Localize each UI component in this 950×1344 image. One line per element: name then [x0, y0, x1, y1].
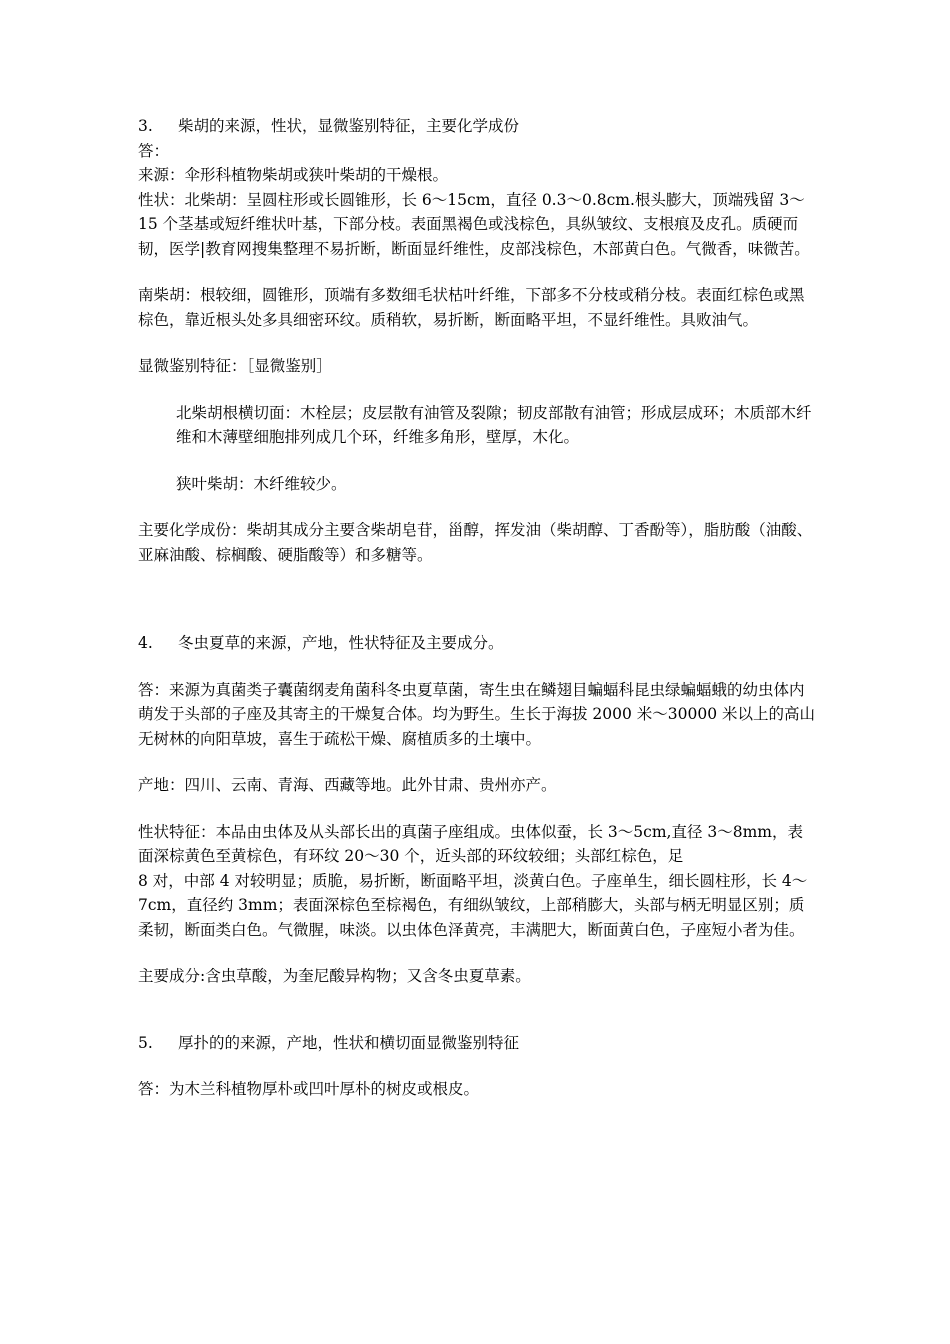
- section-4-character-b: 8 对，中部 4 对较明显；质脆，易折断，断面略平坦，淡黄白色。子座单生，细长圆柱形，长 4～7cm，直径约 3mm；表面深棕色至棕褐色，有细纵皱纹，上部稍膨大，头部与柄无明显区别；质柔韧，断面类白色。气微腥，味淡。以虫体色泽黄亮，丰满肥大，断面黄白色，子座短小者为佳。: [138, 871, 808, 939]
- section-4-components: 主要成分:含虫草酸，为奎尼酸异构物；又含冬虫夏草素。: [138, 967, 531, 985]
- section-4-heading: [138, 631, 818, 656]
- section-5-heading: [138, 1031, 818, 1056]
- section-3-source: 来源：伞形科植物柴胡或狭叶柴胡的干燥根。: [138, 166, 449, 184]
- section-4-title: 冬虫夏草的来源，产地，性状特征及主要成分。: [178, 634, 504, 652]
- section-3-micro-narrow: 狭叶柴胡：木纤维较少。: [176, 474, 347, 493]
- section-3-character: 性状：北柴胡：呈圆柱形或长圆锥形，长 6～15cm，直径 0.3～0.8cm.根头膨大，顶端残留 3～15 个茎基或短纤维状叶基，下部分枝。表面黑褐色或浅棕色，具纵皱纹、支根痕及皮孔。质硬而韧，医学|教育网搜集整理不易折断，断面显纤维性，皮部浅棕色，木部黄白色。气微香，味微苦。: [138, 190, 810, 258]
- section-4-origin: 产地：四川、云南、青海、西藏等地。此外甘肃、贵州亦产。: [138, 776, 557, 794]
- section-5-answer: 答：为木兰科植物厚朴或凹叶厚朴的树皮或根皮。: [138, 1080, 480, 1098]
- section-3-number: 3.: [138, 117, 153, 135]
- section-4-number: 4.: [138, 634, 153, 652]
- section-3-chemistry: 主要化学成份：柴胡其成分主要含柴胡皂苷，甾醇，挥发油（柴胡醇、丁香酚等），脂肪酸（油酸、亚麻油酸、棕榈酸、硬脂酸等）和多糖等。: [138, 521, 813, 564]
- section-5-title: 厚扑的的来源，产地，性状和横切面显微鉴别特征: [178, 1033, 520, 1052]
- section-3-micro-label: 显微鉴别特征：［显微鉴别］: [138, 357, 332, 375]
- section-3-answer-label: 答：: [138, 141, 170, 160]
- document-content: [138, 114, 818, 1102]
- section-4-character-a: 性状特征：本品由虫体及从头部长出的真菌子座组成。虫体似蚕，长 3～5cm,直径 3～8mm，表面深棕黄色至黄棕色，有环纹 20～30 个，近头部的环纹较细；头部红棕色，足: [138, 822, 804, 865]
- section-3-south: 南柴胡：根较细，圆锥形，顶端有多数细毛状枯叶纤维，下部多不分枝或稍分枝。表面红棕色或黑棕色，靠近根头处多具细密环纹。质稍软，易折断，断面略平坦，不显纤维性。具败油气。: [138, 286, 805, 329]
- section-3-heading: [138, 114, 818, 139]
- section-5-number: 5.: [138, 1033, 153, 1052]
- section-3-micro-north: 北柴胡根横切面：木栓层；皮层散有油管及裂隙；韧皮部散有油管；形成层成环；木质部木纤维和木薄壁细胞排列成几个环，纤维多角形，壁厚，木化。: [176, 403, 812, 446]
- section-3-title: 柴胡的来源，性状，显微鉴别特征，主要化学成份: [178, 117, 520, 135]
- section-4-answer: 答：来源为真菌类子囊菌纲麦角菌科冬虫夏草菌，寄生虫在鳞翅目蝙蝠科昆虫绿蝙蝠蛾的幼虫体内萌发于头部的子座及其寄主的干燥复合体。均为野生。生长于海拔 2000 米～30000 米以上的高山无树林的向阳草坡，喜生于疏松干燥、腐植质多的土壤中。: [138, 680, 816, 748]
